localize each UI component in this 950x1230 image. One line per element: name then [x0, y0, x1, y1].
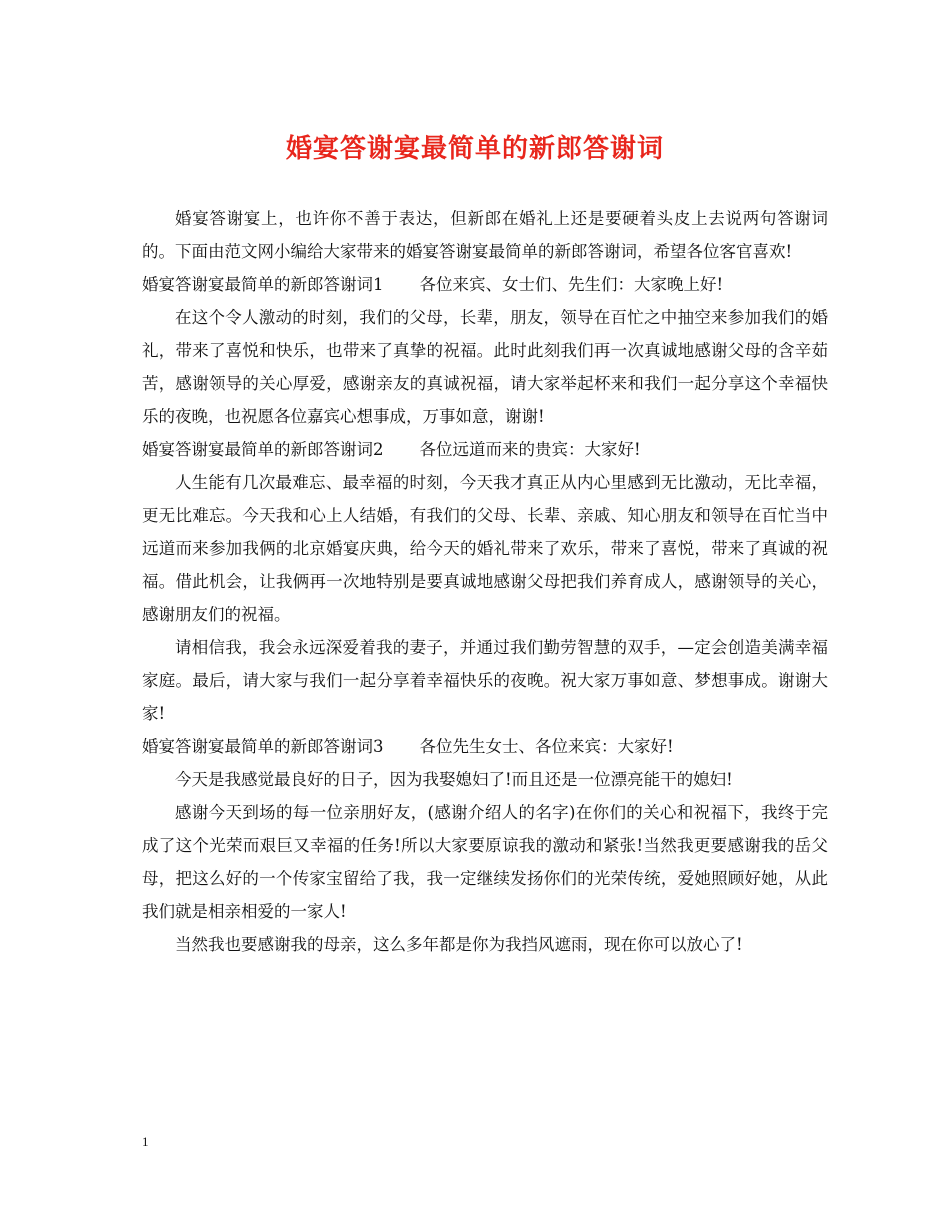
- section-2-paragraph-1: 人生能有几次最难忘、最幸福的时刻，今天我才真正从内心里感到无比激动，无比幸福，更无比难忘。今天我和心上人结婚，有我们的父母、长辈、亲戚、知心朋友和领导在百忙当中远道而来参加我俩的北京婚宴庆典，给今天的婚礼带来了欢乐，带来了喜悦，带来了真诚的祝福。借此机会，让我俩再一次地特别是要真诚地感谢父母把我们养育成人，感谢领导的关心，感谢朋友们的祝福。: [142, 473, 828, 624]
- intro-paragraph: 婚宴答谢宴上，也许你不善于表达，但新郎在婚礼上还是要硬着头皮上去说两句答谢词的。下面由范文网小编给大家带来的婚宴答谢宴最简单的新郎答谢词，希望各位客官喜欢!: [142, 209, 828, 261]
- document-body: [142, 202, 828, 961]
- section-heading-1-greeting: 各位来宾、女士们、先生们：大家晚上好!: [419, 275, 724, 294]
- section-1-paragraph: 在这个令人激动的时刻，我们的父母，长辈，朋友，领导在百忙之中抽空来参加我们的婚礼，带来了喜悦和快乐，也带来了真挚的祝福。此时此刻我们再一次真诚地感谢父母的含辛茹苦，感谢领导的关心厚爱，感谢亲友的真诚祝福，请大家举起杯来和我们一起分享这个幸福快乐的夜晚，也祝愿各位嘉宾心想事成，万事如意，谢谢!: [142, 308, 828, 426]
- section-heading-2: [142, 433, 828, 466]
- document-title: 婚宴答谢宴最简单的新郎答谢词: [285, 134, 664, 164]
- section-3-paragraph-2: 感谢今天到场的每一位亲朋好友，(感谢介绍人的名字)在你们的关心和祝福下，我终于完成了这个光荣而艰巨又幸福的任务!所以大家要原谅我的激动和紧张!当然我更要感谢我的岳父母，把这么好的一个传家宝留给了我，我一定继续发扬你们的光荣传统，爱她照顾好她，从此我们就是相亲相爱的一家人!: [142, 803, 828, 921]
- section-heading-3-greeting: 各位先生女士、各位来宾：大家好!: [419, 737, 674, 756]
- section-heading-2-title: 婚宴答谢宴最简单的新郎答谢词2: [142, 440, 384, 459]
- section-heading-1-title: 婚宴答谢宴最简单的新郎答谢词1: [142, 275, 384, 294]
- page-number: 1: [142, 1134, 149, 1149]
- section-3-paragraph-3: 当然我也要感谢我的母亲，这么多年都是你为我挡风遮雨，现在你可以放心了!: [175, 935, 743, 954]
- section-heading-3-title: 婚宴答谢宴最简单的新郎答谢词3: [142, 737, 384, 756]
- section-heading-2-greeting: 各位远道而来的贵宾：大家好!: [419, 440, 641, 459]
- section-3-paragraph-1: 今天是我感觉最良好的日子，因为我娶媳妇了!而且还是一位漂亮能干的媳妇!: [175, 770, 733, 789]
- section-heading-1: [142, 268, 828, 301]
- section-2-paragraph-2: 请相信我，我会永远深爱着我的妻子，并通过我们勤劳智慧的双手，—定会创造美满幸福家庭。最后，请大家与我们一起分享着幸福快乐的夜晚。祝大家万事如意、梦想事成。谢谢大家!: [142, 638, 828, 723]
- section-heading-3: [142, 730, 828, 763]
